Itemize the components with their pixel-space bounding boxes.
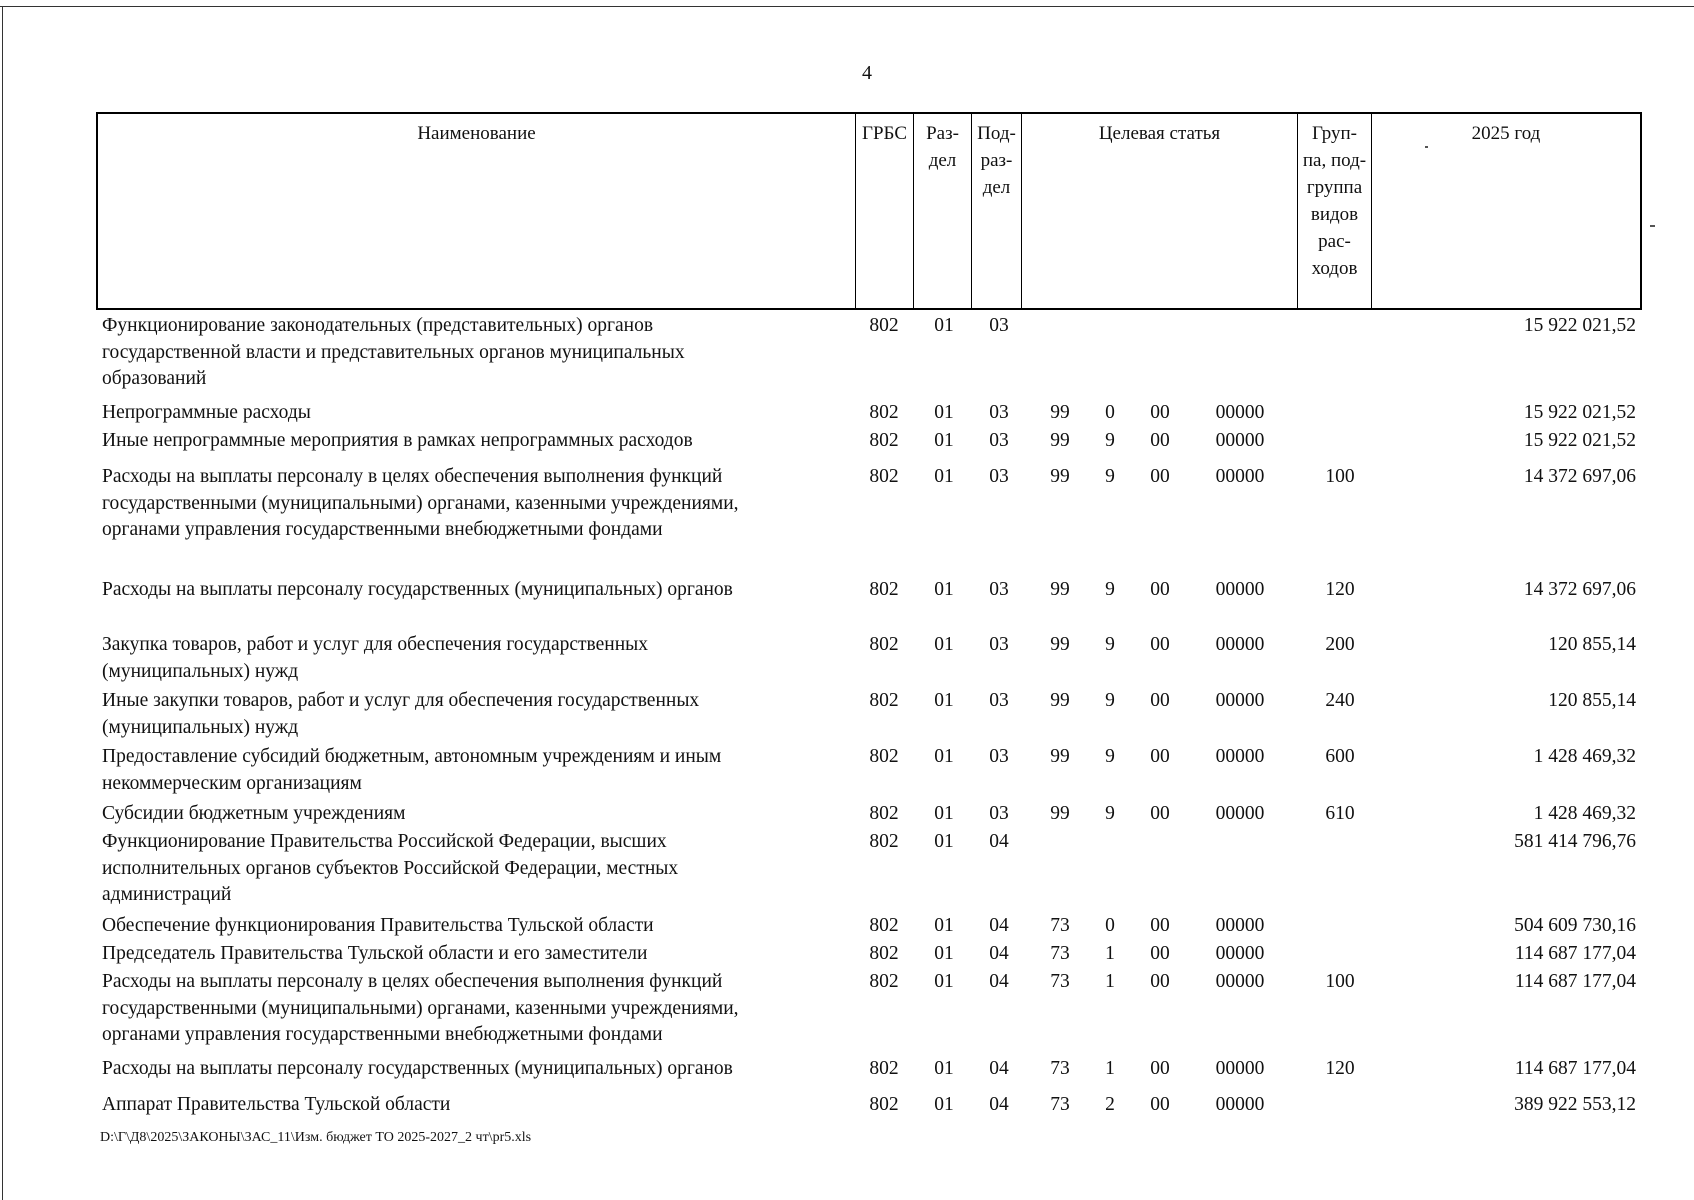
row-razdel: 01 [934, 402, 954, 423]
header-razdel: Раз- дел [914, 114, 972, 308]
row-grbs: 802 [869, 803, 899, 824]
row-celevaya-subprogram: 1 [1105, 971, 1115, 992]
row-razdel: 01 [934, 430, 954, 451]
row-grbs: 802 [869, 579, 899, 600]
row-celevaya-direction: 00000 [1215, 746, 1265, 767]
row-celevaya-direction: 00000 [1215, 430, 1265, 451]
row-podrazdel: 04 [989, 943, 1009, 964]
row-sum-2025: 15 922 021,52 [1523, 315, 1636, 336]
row-podrazdel: 04 [989, 971, 1009, 992]
row-razdel: 01 [934, 1094, 954, 1115]
row-razdel: 01 [934, 803, 954, 824]
row-sum-2025: 15 922 021,52 [1523, 430, 1636, 451]
row-razdel: 01 [934, 579, 954, 600]
row-celevaya-direction: 00000 [1215, 803, 1265, 824]
row-celevaya-direction: 00000 [1215, 1058, 1265, 1079]
row-name: Расходы на выплаты персоналу государственных (муниципальных) органов [102, 579, 733, 600]
row-celevaya-subprogram: 9 [1105, 746, 1115, 767]
row-podrazdel: 03 [989, 579, 1009, 600]
row-grbs: 802 [869, 1094, 899, 1115]
row-name: Непрограммные расходы [102, 402, 311, 423]
row-sum-2025: 504 609 730,16 [1514, 915, 1636, 936]
row-celevaya-direction: 00000 [1215, 690, 1265, 711]
row-celevaya-program: 73 [1050, 971, 1070, 992]
row-gruppa: 100 [1325, 971, 1355, 992]
row-celevaya-program: 99 [1050, 634, 1070, 655]
row-celevaya-subprogram: 9 [1105, 579, 1115, 600]
row-celevaya-program: 99 [1050, 466, 1070, 487]
row-name: Председатель Правительства Тульской области и его заместители [102, 943, 648, 964]
row-razdel: 01 [934, 690, 954, 711]
row-celevaya-subprogram: 9 [1105, 803, 1115, 824]
row-gruppa: 100 [1325, 466, 1355, 487]
row-celevaya-program: 99 [1050, 579, 1070, 600]
row-celevaya-subprogram: 2 [1105, 1094, 1115, 1115]
row-grbs: 802 [869, 971, 899, 992]
row-sum-2025: 114 687 177,04 [1514, 1058, 1636, 1079]
row-sum-2025: 581 414 796,76 [1514, 831, 1636, 852]
row-grbs: 802 [869, 690, 899, 711]
header-grbs: ГРБС [856, 114, 914, 308]
row-grbs: 802 [869, 943, 899, 964]
row-razdel: 01 [934, 466, 954, 487]
row-podrazdel: 04 [989, 831, 1009, 852]
row-podrazdel: 03 [989, 430, 1009, 451]
row-sum-2025: 14 372 697,06 [1523, 579, 1636, 600]
row-podrazdel: 03 [989, 634, 1009, 655]
row-grbs: 802 [869, 402, 899, 423]
row-grbs: 802 [869, 634, 899, 655]
row-sum-2025: 120 855,14 [1548, 634, 1636, 655]
row-celevaya-subprogram: 9 [1105, 690, 1115, 711]
row-celevaya-subprogram: 9 [1105, 634, 1115, 655]
row-celevaya-main: 00 [1150, 402, 1170, 423]
row-podrazdel: 04 [989, 1094, 1009, 1115]
row-celevaya-program: 73 [1050, 1094, 1070, 1115]
row-sum-2025: 114 687 177,04 [1514, 971, 1636, 992]
row-gruppa: 120 [1325, 579, 1355, 600]
row-podrazdel: 03 [989, 746, 1009, 767]
row-sum-2025: 1 428 469,32 [1533, 803, 1636, 824]
row-celevaya-program: 99 [1050, 430, 1070, 451]
row-celevaya-main: 00 [1150, 746, 1170, 767]
row-sum-2025: 120 855,14 [1548, 690, 1636, 711]
footer-file-path: D:\Г\Д8\2025\ЗАКОНЫ\ЗАС_11\Изм. бюджет ТО 2025-2027_2 чт\pr5.xls [100, 1130, 532, 1145]
row-razdel: 01 [934, 315, 954, 336]
row-podrazdel: 03 [989, 803, 1009, 824]
row-celevaya-main: 00 [1150, 943, 1170, 964]
row-grbs: 802 [869, 1058, 899, 1079]
row-name: Субсидии бюджетным учреждениям [102, 803, 406, 824]
row-name: Функционирование законодательных (представительных) органов государственной власти и представительных органов муниципальных образований [102, 315, 685, 389]
row-grbs: 802 [869, 315, 899, 336]
row-razdel: 01 [934, 943, 954, 964]
row-celevaya-subprogram: 0 [1105, 402, 1115, 423]
row-razdel: 01 [934, 634, 954, 655]
row-celevaya-direction: 00000 [1215, 466, 1265, 487]
row-celevaya-main: 00 [1150, 634, 1170, 655]
row-name: Закупка товаров, работ и услуг для обеспечения государственных (муниципальных) нужд [102, 634, 649, 682]
header-year: 2025 год [1471, 123, 1541, 144]
row-name: Функционирование Правительства Российской Федерации, высших исполнительных органов субъектов Российской Федерации, местных администраций [102, 831, 679, 905]
row-grbs: 802 [869, 430, 899, 451]
row-gruppa: 600 [1325, 746, 1355, 767]
header-gruppa-vidov-rashodov: Груп- па, под- группа видов рас- ходов [1298, 114, 1372, 308]
row-sum-2025: 1 428 469,32 [1533, 746, 1636, 767]
row-grbs: 802 [869, 831, 899, 852]
row-celevaya-direction: 00000 [1215, 402, 1265, 423]
row-gruppa: 200 [1325, 634, 1355, 655]
row-celevaya-program: 99 [1050, 746, 1070, 767]
row-sum-2025: 15 922 021,52 [1523, 402, 1636, 423]
row-celevaya-program: 73 [1050, 915, 1070, 936]
row-razdel: 01 [934, 915, 954, 936]
row-celevaya-direction: 00000 [1215, 915, 1265, 936]
row-grbs: 802 [869, 746, 899, 767]
row-sum-2025: 14 372 697,06 [1523, 466, 1636, 487]
row-razdel: 01 [934, 746, 954, 767]
row-name: Предоставление субсидий бюджетным, автономным учреждениям и иным некоммерческим организациям [102, 746, 722, 794]
row-celevaya-main: 00 [1150, 915, 1170, 936]
row-podrazdel: 03 [989, 466, 1009, 487]
row-celevaya-main: 00 [1150, 430, 1170, 451]
row-podrazdel: 03 [989, 402, 1009, 423]
row-podrazdel: 04 [989, 915, 1009, 936]
row-name: Иные непрограммные мероприятия в рамках непрограммных расходов [102, 430, 693, 451]
row-celevaya-direction: 00000 [1215, 943, 1265, 964]
row-name: Расходы на выплаты персоналу в целях обеспечения выполнения функций государственными (муниципальными) органами, казенными учреждениями, органами управления государственными внебюджетными фондами [102, 971, 739, 1045]
row-podrazdel: 03 [989, 315, 1009, 336]
row-celevaya-program: 99 [1050, 402, 1070, 423]
row-celevaya-program: 73 [1050, 943, 1070, 964]
row-razdel: 01 [934, 1058, 954, 1079]
row-name: Расходы на выплаты персоналу в целях обеспечения выполнения функций государственными (муниципальными) органами, казенными учреждениями, органами управления государственными внебюджетными фондами [102, 466, 739, 540]
row-celevaya-main: 00 [1150, 803, 1170, 824]
row-gruppa: 120 [1325, 1058, 1355, 1079]
row-grbs: 802 [869, 915, 899, 936]
row-celevaya-direction: 00000 [1215, 1094, 1265, 1115]
row-gruppa: 240 [1325, 690, 1355, 711]
row-sum-2025: 389 922 553,12 [1514, 1094, 1636, 1115]
row-sum-2025: 114 687 177,04 [1514, 943, 1636, 964]
row-celevaya-main: 00 [1150, 579, 1170, 600]
row-celevaya-direction: 00000 [1215, 971, 1265, 992]
header-podrazdel: Под- раз- дел [972, 114, 1022, 308]
row-razdel: 01 [934, 831, 954, 852]
row-name: Иные закупки товаров, работ и услуг для обеспечения государственных (муниципальных) нужд [102, 690, 700, 738]
row-celevaya-subprogram: 9 [1105, 466, 1115, 487]
header-celevaya-statya: Целевая статья [1022, 114, 1298, 308]
row-celevaya-main: 00 [1150, 690, 1170, 711]
row-celevaya-program: 73 [1050, 1058, 1070, 1079]
row-name: Аппарат Правительства Тульской области [102, 1094, 451, 1115]
row-name: Обеспечение функционирования Правительства Тульской области [102, 915, 654, 936]
header-name: Наименование [98, 114, 856, 308]
row-celevaya-program: 99 [1050, 803, 1070, 824]
page-number: 4 [862, 62, 872, 84]
row-celevaya-direction: 00000 [1215, 579, 1265, 600]
row-celevaya-main: 00 [1150, 1094, 1170, 1115]
row-celevaya-main: 00 [1150, 1058, 1170, 1079]
row-name: Расходы на выплаты персоналу государственных (муниципальных) органов [102, 1058, 733, 1079]
row-podrazdel: 04 [989, 1058, 1009, 1079]
row-celevaya-main: 00 [1150, 971, 1170, 992]
row-celevaya-subprogram: 1 [1105, 943, 1115, 964]
row-celevaya-subprogram: 1 [1105, 1058, 1115, 1079]
row-grbs: 802 [869, 466, 899, 487]
row-celevaya-subprogram: 0 [1105, 915, 1115, 936]
row-celevaya-program: 99 [1050, 690, 1070, 711]
row-podrazdel: 03 [989, 690, 1009, 711]
row-celevaya-main: 00 [1150, 466, 1170, 487]
row-celevaya-direction: 00000 [1215, 634, 1265, 655]
row-celevaya-subprogram: 9 [1105, 430, 1115, 451]
row-gruppa: 610 [1325, 803, 1355, 824]
row-razdel: 01 [934, 971, 954, 992]
